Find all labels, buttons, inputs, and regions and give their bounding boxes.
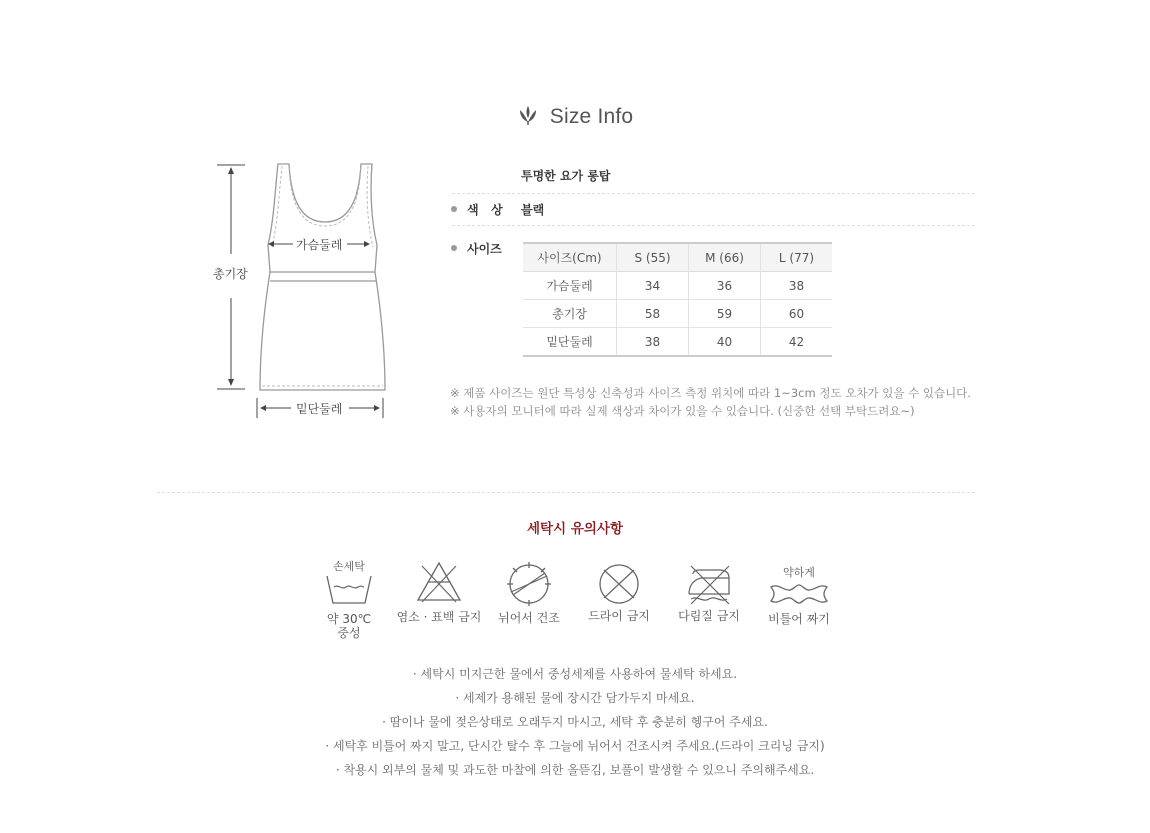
care-note: · 세제가 용해된 물에 장시간 담가두지 마세요. bbox=[455, 691, 695, 705]
care-note: · 세탁후 비틀어 짜지 말고, 단시간 탈수 후 그늘에 뉘어서 건조시켜 주세요.(드라이 크리닝 금지) bbox=[325, 739, 825, 753]
size-table bbox=[523, 242, 832, 357]
wash-item bbox=[394, 560, 484, 624]
bullet-icon bbox=[451, 245, 457, 251]
size-label: 사이즈 bbox=[467, 242, 502, 256]
table-cell: 40 bbox=[689, 328, 761, 357]
column-header: M (66) bbox=[689, 243, 761, 272]
bullet-icon bbox=[451, 206, 457, 212]
row-label: 가슴둘레 bbox=[523, 272, 617, 300]
color-label: 색 상 bbox=[467, 203, 503, 217]
no-dry-clean-icon bbox=[594, 562, 644, 606]
wash-top-label: 손세탁 bbox=[333, 560, 365, 573]
wash-label: 드라이 금지 bbox=[588, 609, 650, 623]
chest-label: 가슴둘레 bbox=[296, 238, 343, 252]
table-cell: 34 bbox=[617, 272, 689, 300]
table-cell: 60 bbox=[761, 300, 833, 328]
column-header: S (55) bbox=[617, 243, 689, 272]
care-note: · 땀이나 물에 젖은상태로 오래두지 마시고, 세탁 후 충분히 헹구어 주세요. bbox=[382, 715, 768, 729]
color-note: ※ 사용자의 모니터에 따라 실제 색상과 차이가 있을 수 있습니다. (신중한 선택 부탁드려요~) bbox=[450, 404, 915, 418]
wash-label-sub: 중성 bbox=[337, 626, 361, 640]
no-iron-icon bbox=[683, 562, 735, 606]
divider bbox=[452, 193, 975, 194]
wash-label: 비틀어 짜기 bbox=[768, 612, 830, 626]
table-row bbox=[523, 300, 832, 328]
table-row bbox=[523, 272, 832, 300]
wring-icon bbox=[768, 580, 830, 608]
care-note: · 착용시 외부의 물체 및 과도한 마찰에 의한 올뜯김, 보풀이 발생할 수 있으니 주의해주세요. bbox=[335, 763, 815, 777]
care-note: · 세탁시 미지근한 물에서 중성세제를 사용하여 물세탁 하세요. bbox=[412, 667, 738, 681]
size-note: ※ 제품 사이즈는 원단 특성상 신축성과 사이즈 측정 위치에 따라 1~3cm 정도 오차가 있을 수 있습니다. bbox=[450, 386, 971, 400]
wash-item bbox=[664, 562, 754, 623]
size-table-wrapper bbox=[523, 242, 832, 357]
wash-item bbox=[304, 558, 394, 640]
row-label: 총기장 bbox=[523, 300, 617, 328]
wash-title: 세탁시 유의사항 bbox=[527, 521, 623, 537]
wash-item bbox=[754, 564, 844, 626]
dry-flat-icon bbox=[504, 560, 554, 606]
color-value: 블랙 bbox=[521, 203, 545, 217]
wash-item bbox=[484, 560, 574, 625]
length-label: 총기장 bbox=[213, 267, 248, 281]
wash-label: 다림질 금지 bbox=[678, 609, 740, 623]
table-cell: 36 bbox=[689, 272, 761, 300]
size-info-heading bbox=[0, 104, 1150, 130]
garment-diagram bbox=[205, 160, 405, 430]
row-label: 밑단둘레 bbox=[523, 328, 617, 357]
wash-top-label: 약하게 bbox=[783, 566, 815, 579]
divider bbox=[452, 225, 975, 226]
wash-label: 뉘어서 건조 bbox=[498, 611, 560, 625]
table-cell: 59 bbox=[689, 300, 761, 328]
hem-label: 밑단둘레 bbox=[296, 402, 343, 416]
wash-tub-icon bbox=[324, 572, 374, 606]
table-cell: 58 bbox=[617, 300, 689, 328]
page-title: Size Info bbox=[549, 105, 634, 128]
column-header: L (77) bbox=[761, 243, 833, 272]
wash-label: 염소 · 표백 금지 bbox=[396, 610, 482, 624]
tank-top-outline-icon bbox=[205, 160, 405, 430]
table-header-row bbox=[523, 243, 832, 272]
no-bleach-icon bbox=[414, 560, 464, 604]
column-header: 사이즈(Cm) bbox=[523, 243, 617, 272]
table-cell: 38 bbox=[761, 272, 833, 300]
tulip-logo-icon bbox=[517, 104, 539, 130]
wash-item bbox=[574, 562, 664, 623]
wash-label: 약 30℃ bbox=[326, 612, 372, 626]
product-name: 투명한 요가 롱탑 bbox=[521, 169, 611, 183]
section-divider bbox=[157, 492, 975, 493]
table-row bbox=[523, 328, 832, 357]
table-cell: 42 bbox=[761, 328, 833, 357]
table-cell: 38 bbox=[617, 328, 689, 357]
